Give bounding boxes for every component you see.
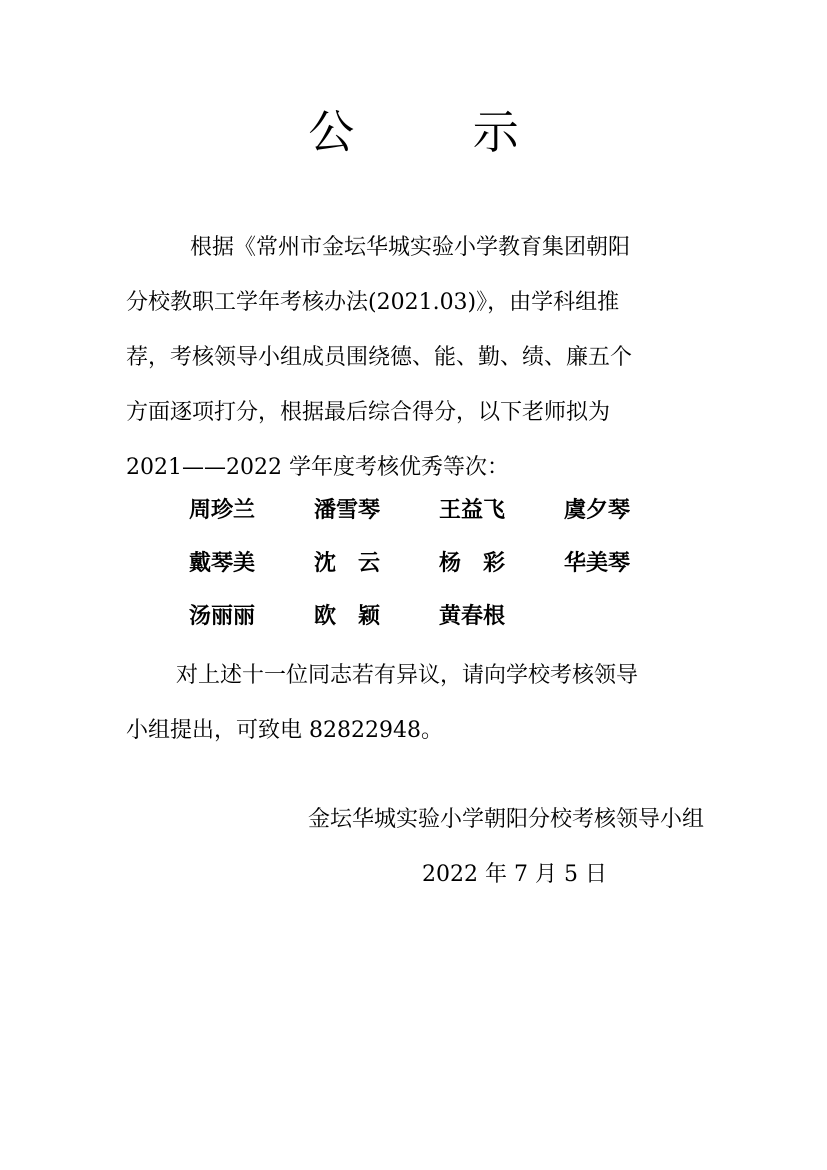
honoree-name: 汤丽丽 xyxy=(189,604,256,629)
honoree-name: 欧 颖 xyxy=(314,604,381,629)
signature-block xyxy=(250,792,710,902)
honoree-name: 华美琴 xyxy=(564,551,631,576)
honoree-name-list xyxy=(189,484,709,643)
objection-line: 小组提出，可致电 82822948。 xyxy=(126,718,443,743)
name-row xyxy=(189,537,709,590)
intro-line: 分校教职工学年考核办法(2021.03)》，由学科组推 xyxy=(126,290,620,315)
honoree-name: 潘雪琴 xyxy=(314,498,381,523)
intro-line: 荐，考核领导小组成员围绕德、能、勤、绩、廉五个 xyxy=(126,345,633,370)
honoree-name: 虞夕琴 xyxy=(564,498,631,523)
intro-paragraph xyxy=(126,220,716,495)
honoree-name: 戴琴美 xyxy=(189,551,256,576)
intro-line: 方面逐项打分，根据最后综合得分，以下老师拟为 xyxy=(126,400,611,425)
honoree-name: 沈 云 xyxy=(314,551,381,576)
page-title: 公 示 xyxy=(308,105,571,159)
intro-line: 2021——2022 学年度考核优秀等次： xyxy=(126,455,509,480)
signature-org: 金坛华城实验小学朝阳分校考核领导小组 xyxy=(307,807,704,832)
signature-date: 2022 年 7 月 5 日 xyxy=(422,862,607,887)
objection-line: 对上述十一位同志若有异议，请向学校考核领导 xyxy=(176,663,639,688)
honoree-name: 杨 彩 xyxy=(439,551,506,576)
objection-paragraph xyxy=(126,648,716,758)
honoree-name: 周珍兰 xyxy=(189,498,256,523)
intro-line: 根据《常州市金坛华城实验小学教育集团朝阳 xyxy=(190,235,631,260)
name-row xyxy=(189,590,709,643)
honoree-name: 王益飞 xyxy=(439,498,506,523)
name-row xyxy=(189,484,709,537)
honoree-name: 黄春根 xyxy=(439,604,506,629)
